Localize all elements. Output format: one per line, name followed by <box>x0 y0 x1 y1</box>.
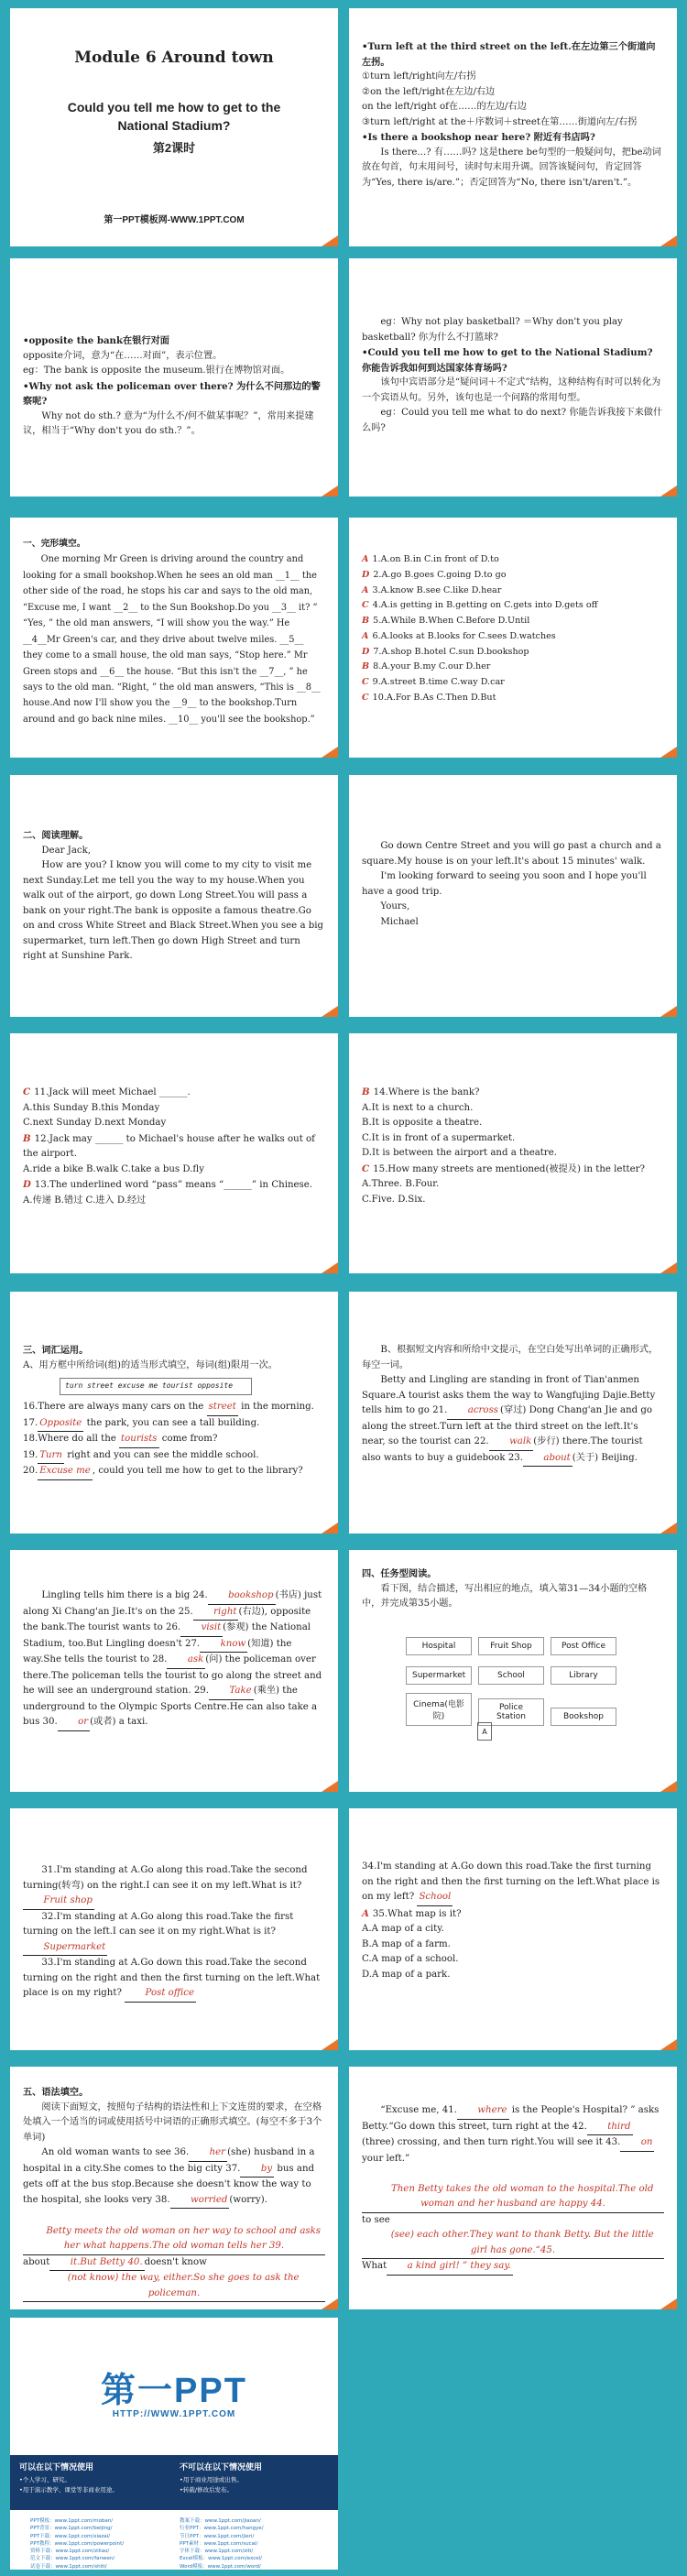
question-11: C 11.Jack will meet Michael ______. <box>23 1086 191 1097</box>
answer-letter: D <box>362 646 370 657</box>
answer-blank: it.But Betty 40. <box>49 2255 144 2272</box>
map-diagram <box>406 1634 644 1734</box>
answer-blank: right <box>193 1605 239 1621</box>
map-place-fruit-shop: Fruit Shop <box>478 1637 544 1655</box>
option: A.It is next to a church. <box>362 1102 474 1113</box>
slide-cloze-options <box>349 518 677 758</box>
passage-text: (或者) a taxi. <box>90 1717 148 1728</box>
question-text: in the morning. <box>237 1401 314 1412</box>
letter-body: Go down Centre Street and you will go past a church and a square.My house is on your left.It's about 15 minutes' walk. <box>362 841 661 867</box>
option-text: 10.A.For B.As C.Then D.But <box>372 693 496 704</box>
resource-link[interactable]: 节日PPT：www.1ppt.com/jieri/ <box>180 2533 255 2539</box>
answer-blank: a kind girl! ” they say. <box>387 2259 513 2276</box>
note-paragraph: Is there...? 有……吗? 这是there be句型的一般疑问句，把be动词放在句首，句末用问号，读时句末用升调。回答该疑问句，肯定回答为“Yes, there is/are.”；否定回答为“No, there isn't/aren't.”。 <box>362 147 661 188</box>
indent <box>362 2168 380 2178</box>
section-heading: 五、语法填空。 <box>23 2087 89 2098</box>
usage-allowed-item: •个人学习、研究。 <box>19 2476 71 2483</box>
slide-title <box>10 8 338 246</box>
section-heading: 四、任务型阅读。 <box>362 1568 437 1579</box>
slide-task-reading-map <box>349 1550 677 1792</box>
point-opposite: •opposite the bank在银行对面 <box>23 335 169 346</box>
cloze-option-list <box>362 552 664 706</box>
note-paragraph: 该句中宾语部分是“疑问词＋不定式”结构，这种结构有时可以转化为一个宾语从句。另外，该句也是一个问路的常用句型。 <box>362 377 661 403</box>
note-paragraph: eg：Could you tell me what to do next? 你能告诉我接下来做什么吗? <box>362 408 663 433</box>
vocab-question <box>23 1416 325 1433</box>
options: A.传递 B.错过 C.进入 D.经过 <box>23 1195 147 1206</box>
question-15: C 15.How many streets are mentioned(被提及) in the letter? <box>362 1162 646 1174</box>
option: B.It is opposite a theatre. <box>362 1118 483 1129</box>
option-text: 5.A.While B.When C.Before D.Until <box>373 616 530 627</box>
slide-grammar-fill <box>10 2067 338 2309</box>
answer-letter: B <box>362 616 370 627</box>
resource-link[interactable]: 资料下载：www.1ppt.com/ziliao/ <box>30 2549 110 2554</box>
map-place-post-office: Post Office <box>551 1637 616 1655</box>
point-could-you: •Could you tell me how to get to the National Stadium? 你能告诉我如何到达国家体育场吗? <box>362 347 653 374</box>
passage-text: (书店) just along Xi Chang'an Jie.It's on the 25. <box>23 1590 322 1617</box>
note-line: on the left/right of在……的左边/右边 <box>362 102 527 113</box>
answer-blank: where <box>457 2103 509 2120</box>
passage-text: (穿过) Dong Chang'an Jie and go along the street.Turn left at the third street on the left.It's near, so the tourist can 22. <box>362 1405 653 1447</box>
point-turn-left: •Turn left at the third street on the left.在左边第三个街道向左拐。 <box>362 41 656 68</box>
resource-link[interactable]: 试卷下载：www.1ppt.com/shiti/ <box>30 2563 107 2570</box>
answer-letter: C <box>362 693 369 704</box>
option: A.A map of a city. <box>362 1924 444 1935</box>
question-text: 33.I'm standing at A.Go down this road.Take the second turning on the right and then the first turning on the left.What place is on my right? <box>23 1958 321 1999</box>
resource-link[interactable]: PPT下载：www.1ppt.com/xiazai/ <box>30 2533 111 2539</box>
option-text: 6.A.looks at B.looks for C.sees D.watches <box>372 630 556 641</box>
option: C.Five. D.Six. <box>362 1194 426 1205</box>
usage-denied-title: 不可以在以下情况使用 <box>180 2463 263 2472</box>
answer-blank: Turn <box>38 1448 64 1465</box>
passage-text: to see <box>362 2214 390 2225</box>
word-box: turn street excuse me tourist opposite <box>60 1378 252 1395</box>
usage-allowed-title: 可以在以下情况使用 <box>19 2463 94 2472</box>
answer-blank: (see) each other.They want to thank Betty. But the little girl has gone.“45. <box>362 2228 664 2259</box>
passage-text: (问) the policeman over there.The policeman tells the tourist to go along the street and he will see an underground station. 29. <box>23 1654 322 1697</box>
options: A.ride a bike B.walk C.take a bus D.fly <box>23 1163 204 1174</box>
map-point-a: A <box>477 1722 492 1741</box>
question-14: B 14.Where is the bank? <box>362 1086 480 1097</box>
passage-text: (关于) Beijing. <box>572 1452 638 1463</box>
question-34: 34.I'm standing at A.Go down this road.Take the first turning on the right and then the first turning on the left.What place is on my left? School <box>362 1860 664 1906</box>
answer-letter: A <box>362 584 369 595</box>
site-label: 第一PPT模板网-WWW.1PPT.COM <box>104 215 245 225</box>
passage-text: is the People's Hospital? ” asks Betty.“Go down this street, turn right at the 42. <box>362 2105 660 2132</box>
note-line: opposite介词，意为“在……对面”，表示位置。 <box>23 350 223 361</box>
answer-blank: Fruit shop <box>23 1894 94 1910</box>
note-line: ②on the left/right在左边/右边 <box>362 86 496 97</box>
slide-reading-q11-13 <box>10 1033 338 1273</box>
resource-link[interactable]: PPT模板：www.1ppt.com/moban/ <box>30 2518 114 2524</box>
map-place-bookshop: Bookshop <box>551 1708 616 1726</box>
note-line: ③turn left/right at the＋序数词＋street在第……街道向左/右拐 <box>362 116 638 127</box>
section-heading: 一、完形填空。 <box>23 539 86 549</box>
option-text: 9.A.street B.time C.way D.car <box>372 677 505 688</box>
answer-letter: A <box>362 554 369 564</box>
answer-letter: B <box>362 661 370 672</box>
point-is-there: •Is there a bookshop near here? 附近有书店吗? <box>362 132 595 144</box>
slide-vocab-a <box>10 1292 338 1534</box>
usage-denied-item: •用于商业用途或出售。 <box>180 2476 243 2483</box>
question-13: D 13.The underlined word “pass” means “______” in Chinese. <box>23 1179 313 1191</box>
answer-blank: Opposite <box>38 1416 83 1433</box>
logo-url: HTTP://WWW.1PPT.COM <box>112 2409 236 2419</box>
passage-text: (three) crossing, and then turn right.You will see it 43. <box>362 2137 621 2148</box>
resource-link[interactable]: PPT背景：www.1ppt.com/beijing/ <box>30 2526 113 2532</box>
answer-blank: visit <box>180 1621 223 1637</box>
cloze-option-row <box>362 614 664 629</box>
letter-signature: Michael <box>380 916 419 927</box>
slide-task-q34-35 <box>349 1808 677 2050</box>
vocab-b-passage <box>23 1588 325 1731</box>
option-text: 1.A.on B.in C.in front of D.to <box>372 554 499 564</box>
answer-blank: (not know) the way, either.So she goes to ask the policeman. <box>23 2271 325 2302</box>
question-text: 32.I'm standing at A.Go along this road.Take the first turning on the left.I can see it on my right.What is it? <box>23 1911 294 1937</box>
answer-blank: or <box>58 1715 90 1731</box>
note-line: ①turn left/right向左/右拐 <box>362 71 476 82</box>
task-question <box>23 1863 325 1910</box>
question-text: 31.I'm standing at A.Go along this road.Take the second turning(转弯) on the right.I can see it on my left.What is it? <box>23 1865 308 1891</box>
passage-text: bus and gets off at the bus stop.Because she doesn't know the way to the hospital, she looks very 38. <box>23 2163 315 2205</box>
letter-body: How are you? I know you will come to my city to visit me next Sunday.Let me tell you the way to my house.When you walk out of the airport, go down Long Street.You will pass a bank on your right.The bank is opposite a famous theatre.Go on and cross White Street and Black Street.When you see a big supermarket, turn left.Then go down High Street and turn right at Sunshine Park. <box>23 860 324 962</box>
task-question <box>23 1910 325 1957</box>
answer-blank: ask <box>167 1653 205 1669</box>
cloze-option-row <box>362 568 664 584</box>
passage-text: “Excuse me, 41. <box>380 2105 457 2115</box>
vocab-question <box>23 1464 325 1480</box>
passage-text: (右边), opposite the bank.The tourist wants to 26. <box>23 1606 311 1633</box>
answer-blank: worried <box>170 2193 230 2210</box>
answer-blank: tourists <box>119 1432 158 1448</box>
question-text: 20. <box>23 1466 38 1477</box>
passage-text: Betty and Lingling are standing in front of Tian'anmen Square.A tourist asks them the way to Wangfujing Dajie.Betty tells him to go 21. <box>362 1375 656 1416</box>
cloze-passage: One morning Mr Green is driving around the country and looking for a small bookshop.When he sees an old man __1__ the other side of the road, he stops his car and says to the old man, “Excuse me, I want __2__ to the Sun Bookshop.Do you __3__ it? ” “Yes, ” the old man answers, “I will show you the way.” He __4__Mr Green's car, and they drive about twelve miles. __5__ they come to a small house, the old man says, “Stop here.” Mr Green stops and __6__ the house. “But this isn't the __7__, ” he says to the old man. “Right, ” the old man answers, “This is __8__ house.And now I'll show you the __9__ to the bookshop.Turn around and go back nine miles. __10__ you'll see the bookshop.” <box>23 554 321 725</box>
section-heading: 三、词汇运用。 <box>23 1345 89 1356</box>
answer-blank: walk <box>489 1435 534 1451</box>
cloze-option-row <box>362 629 664 645</box>
passage-text: doesn't know <box>144 2256 207 2267</box>
resource-link[interactable]: 范文下载：www.1ppt.com/fanwen/ <box>30 2556 115 2562</box>
section-heading: 二、阅读理解。 <box>23 830 89 841</box>
resource-link[interactable]: 教案下载：www.1ppt.com/jiaoan/ <box>180 2518 261 2524</box>
task-question-list <box>23 1863 325 2003</box>
module-title: Module 6 Around town <box>74 49 274 67</box>
option: A.Three. B.Four. <box>362 1179 440 1190</box>
grammar-passage <box>23 2145 325 2302</box>
vocab-question-list <box>23 1400 325 1480</box>
answer-blank: third <box>587 2120 633 2136</box>
map-place-police-station: Police Station <box>478 1698 544 1726</box>
answer-blank: Post office <box>125 1986 196 2003</box>
option-text: 3.A.know B.see C.like D.hear <box>372 584 502 595</box>
question-text: come from? <box>158 1434 218 1445</box>
slide-vocab-b <box>349 1292 677 1534</box>
map-place-hospital: Hospital <box>406 1637 472 1655</box>
answer-blank: Betty meets the old woman on her way to school and asks her what happens.The old woman tells her 39. <box>23 2224 325 2255</box>
answer-letter: C <box>362 677 369 688</box>
answer-letter: C <box>362 600 369 611</box>
question-text: 18.Where do all the <box>23 1434 120 1445</box>
options: C.next Sunday D.next Monday <box>23 1118 167 1129</box>
lesson-number: 第2课时 <box>152 141 196 155</box>
answer-blank: Excuse me <box>38 1464 93 1480</box>
slide-grammar-fill-cont <box>349 2067 677 2309</box>
lesson-question-1: Could you tell me how to get to the <box>67 100 281 115</box>
passage-text: (worry). <box>229 2194 267 2205</box>
usage-allowed-item: •用于演示教学、课堂等非商业用途。 <box>19 2486 118 2494</box>
answer-blank: about <box>523 1451 572 1468</box>
question-text: right and you can see the middle school. <box>64 1449 259 1460</box>
answer-blank: street <box>207 1400 238 1416</box>
cloze-option-row <box>362 660 664 675</box>
question-text: 16.There are always many cars on the <box>23 1401 207 1412</box>
slide-grammar-1 <box>349 8 677 246</box>
question-35: A 35.What map is it? <box>362 1907 462 1919</box>
passage-text: about <box>23 2256 50 2267</box>
slide-task-q31-33 <box>10 1808 338 2050</box>
slide-cloze-passage <box>10 518 338 758</box>
question-text: , could you tell me how to get to the library? <box>92 1466 303 1477</box>
vocab-question <box>23 1432 325 1448</box>
instructions: 阅读下面短文，按照句子结构的语法性和上下文连贯的要求，在空格处填入一个适当的词或使用括号中词语的正确形式填空。(每空不多于3个单词) <box>23 2101 322 2143</box>
resource-link[interactable]: PPT素材：www.1ppt.com/sucai/ <box>180 2540 258 2547</box>
usage-denied-item: •转载/修改后发布。 <box>180 2486 234 2494</box>
instructions: B、根据短文内容和所给中文提示，在空白处写出单词的正确形式，每空一词。 <box>362 1345 659 1370</box>
passage-text: Lingling tells him there is a big 24. <box>41 1590 208 1600</box>
answer-blank: know <box>200 1637 247 1654</box>
map-place-library: Library <box>551 1666 616 1685</box>
option: D.A map of a park. <box>362 1969 451 1980</box>
answer-letter: D <box>362 569 370 580</box>
map-place-school: School <box>478 1666 544 1685</box>
answer-blank: Then Betty takes the old woman to the hospital.The old woman and her husband are happy 44. <box>362 2182 664 2213</box>
answer-blank: Take <box>209 1684 254 1700</box>
vocab-b-passage <box>362 1373 664 1467</box>
options: A.this Sunday B.this Monday <box>23 1102 160 1113</box>
note-line: eg：The bank is opposite the museum.银行在博物馆对面。 <box>23 366 290 377</box>
resource-link[interactable]: 字体下载：www.1ppt.com/ziti/ <box>180 2549 254 2554</box>
answer-blank: bookshop <box>208 1588 276 1605</box>
option-text: 7.A.shop B.hotel C.sun D.bookshop <box>373 646 529 657</box>
question-text: 19. <box>23 1449 38 1460</box>
question-text: the park, you can see a tall building. <box>83 1417 260 1428</box>
slide-vocab-b-cont <box>10 1550 338 1792</box>
vocab-question <box>23 1448 325 1465</box>
answer-blank: Supermarket <box>23 1940 107 1957</box>
option-text: 4.A.is getting in B.getting on C.gets into D.gets off <box>372 600 598 611</box>
resource-link[interactable]: 行业PPT：www.1ppt.com/hangye/ <box>180 2526 264 2532</box>
slide-grammar-2 <box>10 258 338 497</box>
resource-link[interactable]: PPT教程：www.1ppt.com/powerpoint/ <box>30 2540 125 2547</box>
slide-reading-q14-15 <box>349 1033 677 1273</box>
slide-end <box>10 2318 338 2570</box>
point-why-not: •Why not ask the policeman over there? 为什么不问那边的警察呢? <box>23 380 321 408</box>
option-text: 8.A.your B.my C.our D.her <box>373 661 491 672</box>
note-paragraph: eg：Why not play basketball? ＝Why don't you play basketball? 你为什么不打篮球? <box>362 317 623 343</box>
answer-blank: across <box>447 1403 500 1420</box>
logo: 第一PPT <box>101 2372 247 2410</box>
question-text: 17. <box>23 1417 38 1428</box>
option-text: 2.A.go B.goes C.going D.to go <box>373 569 507 580</box>
question-12: B 12.Jack may ______ to Michael's house after he walks out of the airport. <box>23 1132 315 1160</box>
cloze-option-row <box>362 691 664 706</box>
letter-closing: Yours, <box>380 901 410 912</box>
option: B.A map of a farm. <box>362 1938 451 1949</box>
passage-text: (参观) the National Stadium, too.But Lingling doesn't 27. <box>23 1622 311 1649</box>
resource-link[interactable]: Excel模板：www.1ppt.com/excel/ <box>180 2556 263 2562</box>
passage-text: (知道) the way.She tells the tourist to 28. <box>23 1638 292 1665</box>
slide-grammar-3 <box>349 258 677 497</box>
passage-text: (步行) there.The tourist also wants to buy a guidebook 23. <box>362 1436 643 1463</box>
slide-reading-letter-end <box>349 775 677 1017</box>
instructions: 看下图，结合描述，写出相应的地点，填入第31—34小题的空格中，并完成第35小题。 <box>362 1583 648 1610</box>
usage-band <box>10 2455 338 2510</box>
link-list <box>30 2517 323 2570</box>
grammar-passage <box>362 2103 664 2276</box>
cloze-option-row <box>362 552 664 568</box>
note-paragraph: Why not do sth.? 意为“为什么不/何不做某事呢？”，常用来提建议，相当于“Why don't you do sth.？”。 <box>23 410 314 437</box>
option: C.A map of a school. <box>362 1954 459 1965</box>
cloze-option-row <box>362 675 664 691</box>
lesson-question-2: National Stadium? <box>117 118 231 133</box>
vocab-question <box>23 1400 325 1416</box>
answer-blank: on <box>620 2135 654 2152</box>
letter-body: I'm looking forward to seeing you soon and I hope you'll have a good trip. <box>362 871 647 897</box>
resource-link[interactable]: Word模板：www.1ppt.com/word/ <box>180 2563 261 2570</box>
passage-text: An old woman wants to see 36. <box>41 2147 190 2158</box>
answer-letter: A <box>362 630 369 641</box>
map-place-supermarket: Supermarket <box>406 1666 472 1685</box>
cloze-option-row <box>362 598 664 614</box>
task-question <box>23 1956 325 2003</box>
answer-blank: her <box>189 2145 227 2162</box>
passage-text: (she) husband in a hospital in a city.She comes to the big city 37. <box>23 2147 315 2174</box>
indent <box>23 2210 41 2221</box>
option: C.It is in front of a supermarket. <box>362 1132 516 1143</box>
map-place-cinema: Cinema(电影院) <box>406 1693 472 1726</box>
cloze-option-row <box>362 584 664 599</box>
passage-text: (乘坐) the underground to the Olympic Sports Centre.He can also take a bus 30. <box>23 1686 318 1728</box>
option: D.It is between the airport and a theatre. <box>362 1148 558 1159</box>
letter-greeting: Dear Jack, <box>41 845 92 856</box>
slide-reading-letter <box>10 775 338 1017</box>
instructions: A、用方框中所给词(组)的适当形式填空，每词(组)限用一次。 <box>23 1359 278 1370</box>
cloze-option-row <box>362 645 664 660</box>
passage-text: What <box>362 2261 387 2272</box>
answer-blank: by <box>240 2162 274 2178</box>
passage-text: your left.” <box>362 2153 410 2164</box>
